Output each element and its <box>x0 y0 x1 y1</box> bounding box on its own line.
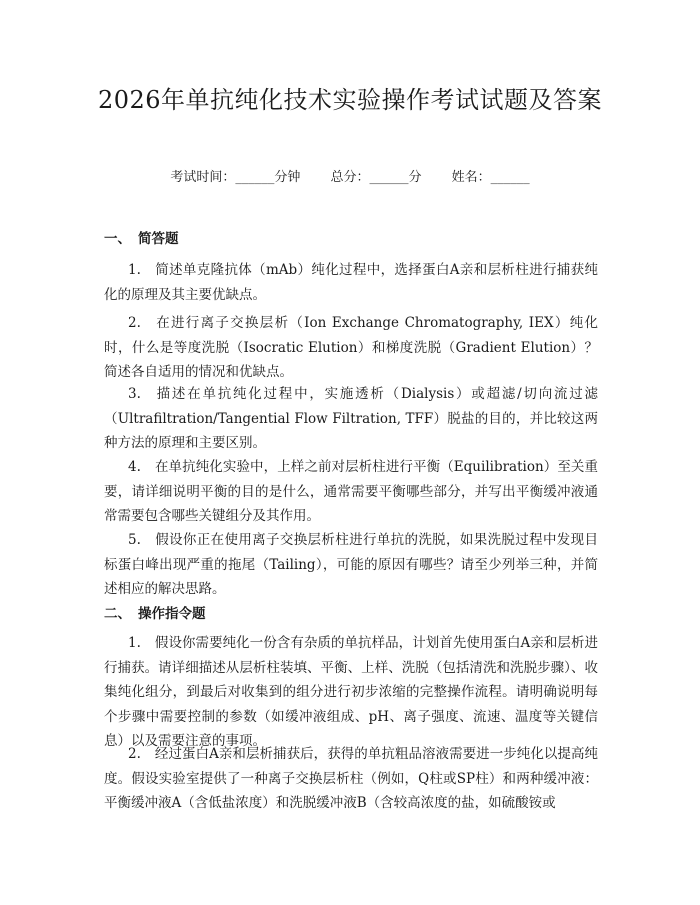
section-number: 一、 <box>104 231 131 247</box>
question-number: 4. <box>128 459 141 475</box>
question-text: 在单抗纯化实验中，上样之前对层析柱进行平衡（Equilibration）至关重要，请详细说明平衡的目的是什么，通常需要平衡哪些部分，并写出平衡缓冲液通常需要包含哪些关键组分及其作用。 <box>104 459 598 524</box>
question-text: 经过蛋白A亲和层析捕获后，获得的单抗粗品溶液需要进一步纯化以提高纯度。假设实验室提供了一种离子交换层析柱（例如，Q柱或SP柱）和两种缓冲液：平衡缓冲液A（含低盐浓度）和洗脱缓冲液B（含较高浓度的盐，如硫酸铵或 <box>104 746 598 811</box>
document-title: 2026年单抗纯化技术实验操作考试试题及答案 <box>97 86 603 114</box>
section-title: 简答题 <box>138 231 179 247</box>
question-item <box>104 382 598 456</box>
question-text: 假设你需要纯化一份含有杂质的单抗样品，计划首先使用蛋白A亲和层析进行捕获。请详细描述从层析柱装填、平衡、上样、洗脱（包括清洗和洗脱步骤）、收集纯化组分，到最后对收集到的组分进行初步浓缩的完整操作流程。请明确说明每个步骤中需要控制的参数（如缓冲液组成、pH、离子强度、流速、温度等关键信息）以及需要注意的事项。 <box>104 635 598 749</box>
total-score-field: 总分：______分 <box>330 170 422 185</box>
exam-info-line <box>0 168 700 188</box>
question-text: 简述单克隆抗体（mAb）纯化过程中，选择蛋白A亲和层析柱进行捕获纯化的原理及其主要优缺点。 <box>104 262 598 303</box>
question-item <box>104 258 598 307</box>
student-name-field: 姓名：______ <box>451 170 530 185</box>
question-text: 假设你正在使用离子交换层析柱进行单抗的洗脱，如果洗脱过程中发现目标蛋白峰出现严重的拖尾（Tailing），可能的原因有哪些？请至少列举三种，并简述相应的解决思路。 <box>104 532 598 597</box>
question-text: 描述在单抗纯化过程中，实施透析（Dialysis）或超滤/切向流过滤（Ultrafiltration/Tangential Flow Filtration, TFF）脱盐的目的，并比较这两种方法的原理和主要区别。 <box>104 386 598 451</box>
section-heading-operation <box>104 604 206 624</box>
question-number: 1. <box>128 635 141 651</box>
exam-time-field: 考试时间：______分钟 <box>170 170 301 185</box>
question-number: 1. <box>128 262 141 278</box>
section-title: 操作指令题 <box>138 606 206 622</box>
question-number: 5. <box>128 532 141 548</box>
question-item <box>104 311 598 385</box>
question-number: 2. <box>128 746 141 762</box>
question-item <box>104 631 598 754</box>
question-number: 2. <box>128 315 141 331</box>
question-text: 在进行离子交换层析（Ion Exchange Chromatography, IEX）纯化时，什么是等度洗脱（Isocratic Elution）和梯度洗脱（Gradient Elution）？简述各自适用的情况和优缺点。 <box>104 315 598 380</box>
question-item <box>104 455 598 529</box>
question-item <box>104 528 598 602</box>
question-item <box>104 742 598 816</box>
section-heading-short-answer <box>104 229 179 249</box>
question-number: 3. <box>128 386 141 402</box>
section-number: 二、 <box>104 606 131 622</box>
